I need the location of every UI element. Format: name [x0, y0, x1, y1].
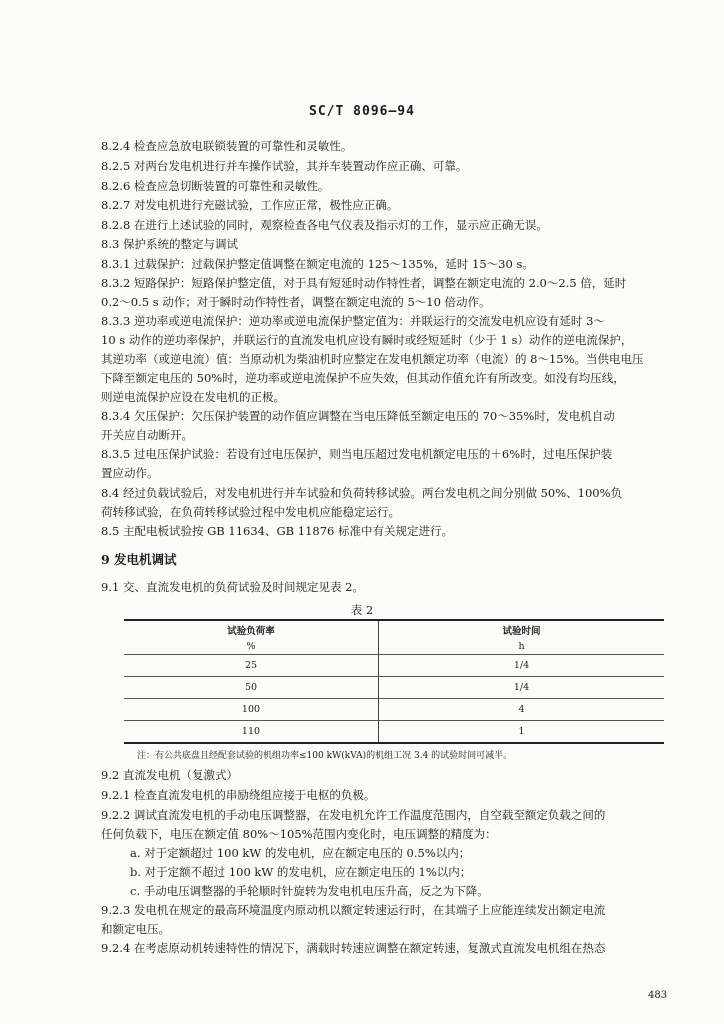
clause-8-3-5-line1: 8.3.5 过电压保护试验：若设有过电压保护，则当电压超过发电机额定电压的＋6%时，过电压保护装 [101, 447, 613, 461]
load-cell: 110 [124, 721, 379, 744]
clause-8-2-8: 8.2.8 在进行上述试验的同时，观察检查各电气仪表及指示灯的工作，显示应正确无误。 [101, 218, 548, 232]
load-rate-unit: % [124, 638, 379, 655]
clause-9-2-3-line1: 9.2.3 发电机在规定的最高环境温度内原动机以额定转速运行时，在其端子上应能连续发出额定电流 [101, 903, 606, 917]
clause-8-3-5-line2: 置应动作。 [101, 466, 159, 480]
load-cell: 100 [124, 699, 379, 721]
list-item-c: c. 手动电压调整器的手轮顺时针旋转为发电机电压升高，反之为下降。 [130, 884, 489, 898]
load-cell: 25 [124, 655, 379, 677]
test-time-unit: h [518, 640, 525, 652]
load-rate-header: 试验负荷率 [124, 620, 379, 638]
list-item-b: b. 对于定额不超过 100 kW 的发电机，应在额定电压的 1%以内； [130, 865, 472, 879]
clause-9-2-heading: 9.2 直流发电机（复激式） [101, 768, 238, 782]
table-2-caption: 表 2 [350, 603, 374, 617]
table-note: 注：有公共底盘且经配套试验的机组功率≤100 kW(kVA)的机组工况 3.4 的试验时间可减半。 [137, 751, 513, 761]
clause-8-2-6: 8.2.6 检查应急切断装置的可靠性和灵敏性。 [101, 179, 330, 193]
clause-9-2-2-line1: 9.2.2 调试直流发电机的手动电压调整器，在发电机允许工作温度范围内，自空载至额定负载之间的 [101, 808, 606, 822]
clause-8-3-3-line1: 8.3.3 逆功率或逆电流保护：逆功率或逆电流保护整定值为：并联运行的交流发电机应设有延时 3～ [101, 314, 605, 328]
standard-number-header: SC/T 8096—94 [309, 104, 415, 119]
list-item-a: a. 对于定额超过 100 kW 的发电机，应在额定电压的 0.5%以内； [130, 846, 471, 860]
load-cell: 50 [124, 677, 379, 699]
page-number: 483 [648, 990, 668, 1001]
clause-9-2-1: 9.2.1 检查直流发电机的串励绕组应接于电枢的负极。 [101, 788, 376, 802]
table-row [124, 655, 664, 677]
clause-8-3-2-line2: 0.2～0.5 s 动作；对于瞬时动作特性者，调整在额定电流的 5～10 倍动作。 [101, 295, 491, 309]
clause-8-5: 8.5 主配电板试验按 GB 11634、GB 11876 标准中有关规定进行。 [101, 524, 454, 538]
clause-8-2-4: 8.2.4 检查应急放电联锁装置的可靠性和灵敏性。 [101, 139, 353, 153]
section-9-title: 9 发电机调试 [101, 552, 177, 567]
test-time-header: 试验时间 [502, 625, 541, 637]
time-cell: 4 [379, 699, 665, 721]
table-row [124, 699, 664, 721]
time-cell: 1/4 [379, 655, 665, 677]
table-row [124, 677, 664, 699]
clause-8-3-1: 8.3.1 过载保护：过载保护整定值调整在额定电流的 125～135%，延时 15～30 s。 [101, 257, 534, 271]
clause-9-1: 9.1 交、直流发电机的负荷试验及时间规定见表 2。 [101, 580, 364, 594]
clause-8-3-2-line1: 8.3.2 短路保护：短路保护整定值，对于具有短延时动作特性者，调整在额定电流的 2.0～2.5 倍，延时 [101, 276, 627, 290]
clause-8-3-3-line4: 下降至额定电压的 50%时，逆功率或逆电流保护不应失效，但其动作值允许有所改变。如没有均压线， [101, 371, 625, 385]
clause-8-2-5: 8.2.5 对两台发电机进行并车操作试验，其并车装置动作应正确、可靠。 [101, 159, 468, 173]
clause-9-2-3-line2: 和额定电压。 [101, 922, 170, 936]
clause-8-4-line2: 荷转移试验，在负荷转移试验过程中发电机应能稳定运行。 [101, 505, 400, 519]
clause-8-3-4-line2: 开关应自动断开。 [101, 428, 193, 442]
clause-8-3-3-line2: 10 s 动作的逆功率保护，并联运行的直流发电机应设有瞬时或经短延时（少于 1 s）动作的逆电流保护， [101, 333, 633, 347]
clause-9-2-4-line1: 9.2.4 在考虑原动机转速特性的情况下，满载时转速应调整在额定转速，复激式直流发电机组在热态 [101, 941, 606, 955]
clause-8-2-7: 8.2.7 对发电机进行充磁试验，工作应正常，极性应正确。 [101, 198, 399, 212]
clause-8-3-3-line3: 其逆功率（或逆电流）值：当原动机为柴油机时应整定在发电机额定功率（电流）的 8～15%。当供电电压 [101, 352, 644, 366]
clause-9-2-2-line2: 任何负载下，电压在额定值 80%～105%范围内变化时，电压调整的精度为： [101, 827, 497, 841]
time-cell: 1 [379, 721, 665, 744]
time-cell: 1/4 [379, 677, 665, 699]
clause-8-3-3-line5: 则逆电流保护应设在发电机的正极。 [101, 390, 285, 404]
table-row [124, 721, 664, 744]
clause-8-4-line1: 8.4 经过负载试验后，对发电机进行并车试验和负荷转移试验。两台发电机之间分别做 50%、100%负 [101, 486, 623, 500]
load-test-table [124, 619, 664, 744]
clause-8-3-heading: 8.3 保护系统的整定与调试 [101, 237, 238, 251]
clause-8-3-4-line1: 8.3.4 欠压保护：欠压保护装置的动作值应调整在当电压降低至额定电压的 70～35%时，发电机自动 [101, 409, 615, 423]
